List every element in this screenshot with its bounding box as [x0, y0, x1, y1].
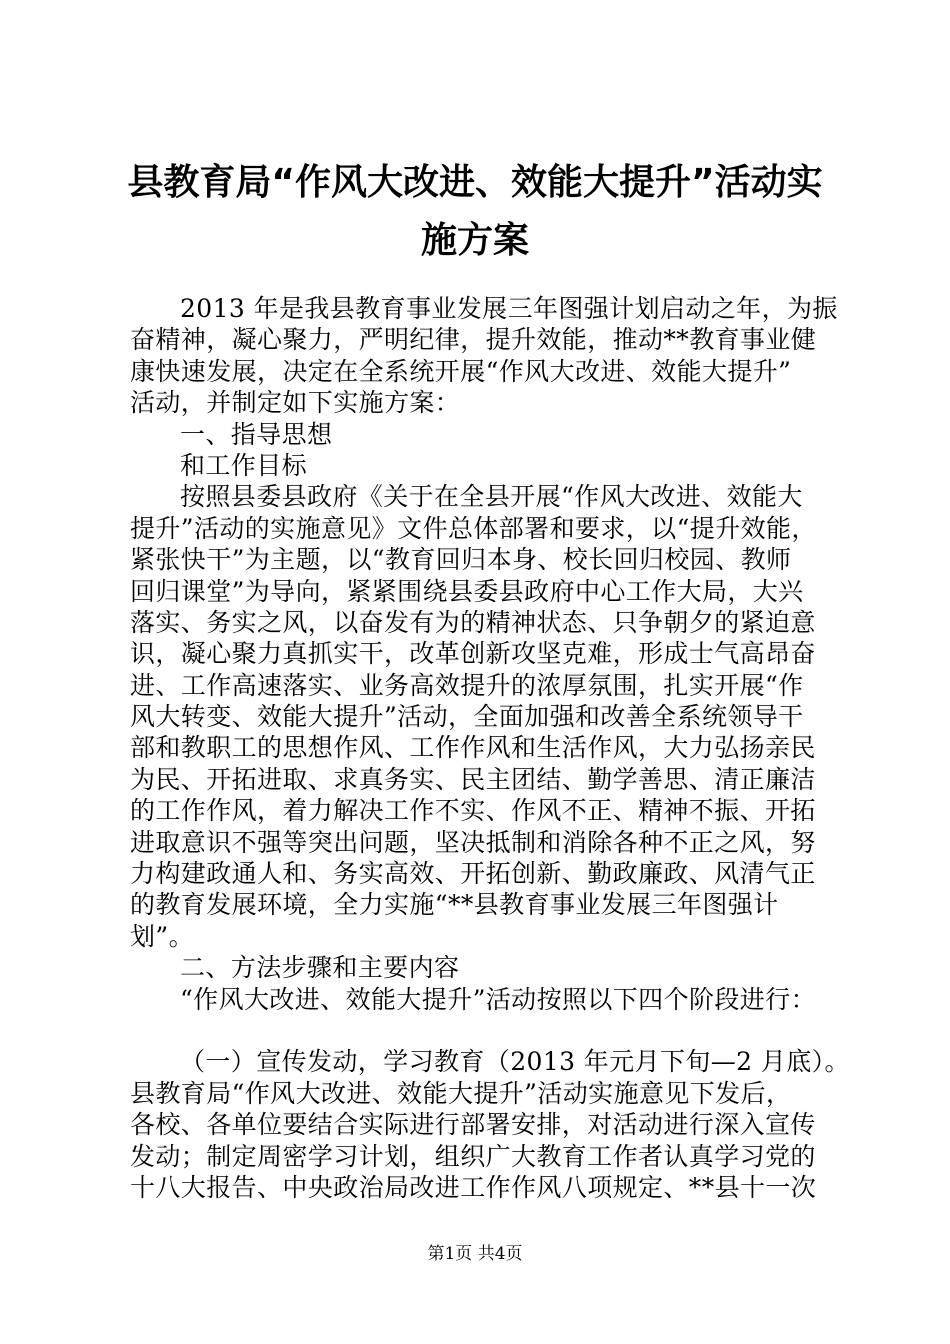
subsection-heading: （一）宣传发动，学习教育（2013 年元月下旬—2 月底）。 [180, 1047, 850, 1077]
blank-line [130, 1015, 835, 1046]
body-line: 紧张快干”为主题，以“教育回归本身、校长回归校园、教师 [130, 545, 792, 575]
document-title-line-2: 施方案 [420, 220, 529, 261]
body-line: 奋精神，凝心聚力，严明纪律，提升效能，推动**教育事业健 [130, 325, 817, 355]
body-line: 进取意识不强等突出问题，坚决抵制和消除各种不正之风，努 [130, 827, 816, 857]
body-line: 的教育发展环境，全力实施“**县教育事业发展三年图强计 [130, 890, 779, 920]
body-line: 为民、开拓进取、求真务实、民主团结、勤学善思、清正廉洁 [130, 764, 816, 794]
body-line: 按照县委县政府《关于在全县开展“作风大改进、效能大 [180, 482, 803, 512]
body-line: 康快速发展，决定在全系统开展“作风大改进、效能大提升” [130, 356, 792, 386]
document-title-line-1: 县教育局“作风大改进、效能大提升”活动实 [127, 162, 823, 203]
body-line: 提升”活动的实施意见》文件总体部署和要求，以“提升效能， [130, 513, 817, 543]
body-line: 划”。 [130, 921, 194, 951]
section-heading: 二、方法步骤和主要内容 [180, 953, 460, 983]
body-line: 力构建政通人和、务实高效、开拓创新、勤政廉政、风清气正 [130, 859, 816, 889]
body-line: 发动；制定周密学习计划，组织广大教育工作者认真学习党的 [130, 1141, 816, 1171]
body-line: 2013 年是我县教育事业发展三年图强计划启动之年，为振 [180, 294, 838, 323]
body-line: 县教育局“作风大改进、效能大提升”活动实施意见下发后， [130, 1078, 792, 1108]
body-line: 识，凝心聚力真抓实干，改革创新攻坚克难，形成士气高昂奋 [130, 639, 816, 669]
body-line: 进、工作高速落实、业务高效提升的浓厚氛围，扎实开展“作 [130, 670, 804, 700]
body-line: 十八大报告、中央政治局改进工作作风八项规定、**县十一次 [130, 1172, 817, 1202]
body-line: 各校、各单位要结合实际进行部署安排，对活动进行深入宣传 [130, 1110, 816, 1140]
body-line: 落实、务实之风，以奋发有为的精神状态、只争朝夕的紧迫意 [130, 607, 816, 637]
body-line: 活动，并制定如下实施方案： [130, 388, 461, 418]
section-heading: 一、指导思想 [180, 419, 333, 449]
body-line: 回归课堂”为导向，紧紧围绕县委县政府中心工作大局，大兴 [130, 576, 804, 606]
body-line: 部和教职工的思想作风、工作作风和生活作风，大力弘扬亲民 [130, 733, 816, 763]
body-line: 的工作作风，着力解决工作不实、作风不正、精神不振、开拓 [130, 796, 816, 826]
document-body [130, 293, 850, 1203]
section-heading-continued: 和工作目标 [180, 450, 308, 480]
page-number-footer: 第1页 共4页 [427, 1244, 523, 1264]
body-line: “作风大改进、效能大提升”活动按照以下四个阶段进行： [180, 984, 816, 1014]
body-line: 风大转变、效能大提升”活动，全面加强和改善全系统领导干 [130, 702, 804, 732]
